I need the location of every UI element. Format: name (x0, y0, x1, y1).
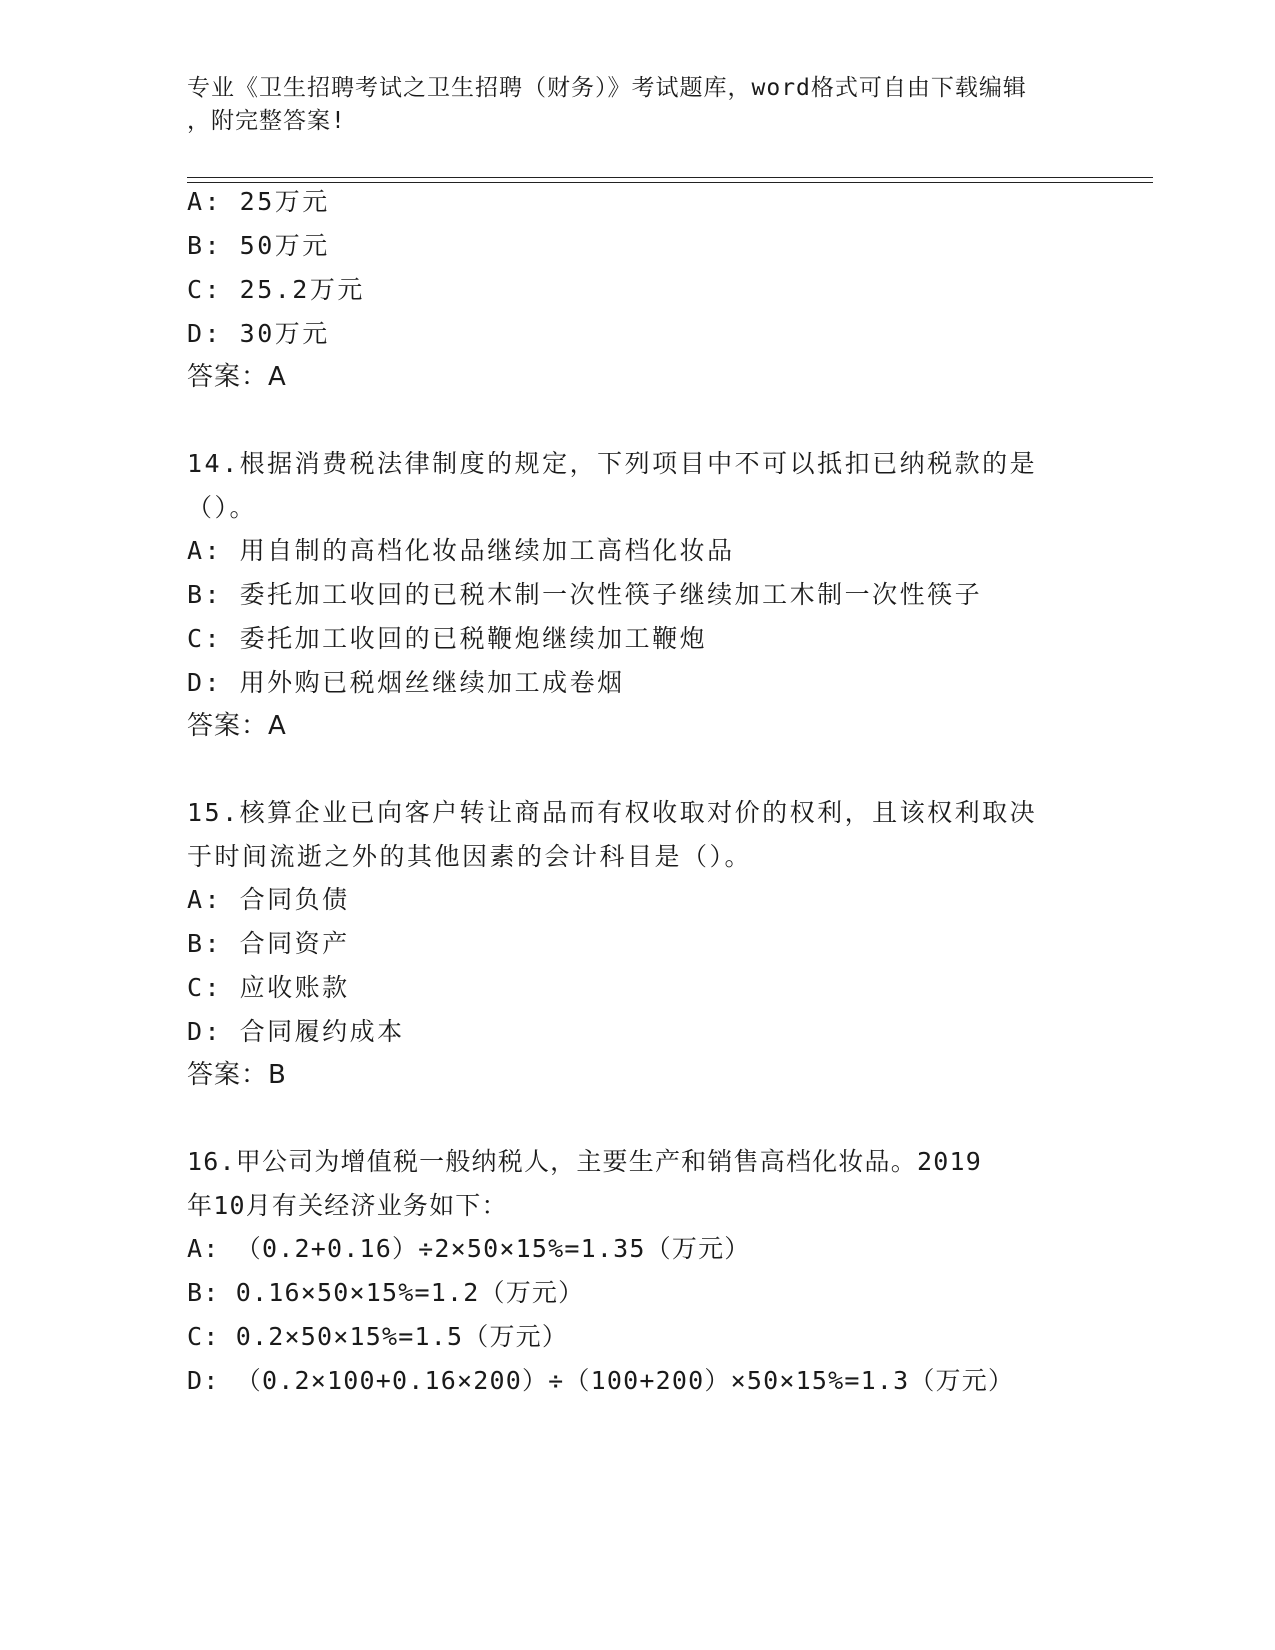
header-divider-bottom (187, 182, 1153, 183)
q14-option-d: D: 用外购已税烟丝继续加工成卷烟 (187, 668, 625, 697)
q16-option-a: A: （0.2+0.16）÷2×50×15%=1.35（万元） (187, 1234, 751, 1263)
q15-stem-line-2: 于时间流逝之外的其他因素的会计科目是（）。 (187, 842, 753, 871)
q14-stem-line-2: （）。 (187, 493, 258, 522)
q16-stem-line-1: 16.甲公司为增值税一般纳税人，主要生产和销售高档化妆品。2019 (187, 1147, 982, 1176)
q16-option-b: B: 0.16×50×15%=1.2（万元） (187, 1278, 585, 1307)
q14-option-b: B: 委托加工收回的已税木制一次性筷子继续加工木制一次性筷子 (187, 580, 983, 609)
q14-stem-line-1: 14.根据消费税法律制度的规定，下列项目中不可以抵扣已纳税款的是 (187, 449, 1038, 478)
document-header (187, 72, 1067, 138)
q13-option-a: A: 25万元 (187, 187, 330, 216)
q13-option-c: C: 25.2万元 (187, 275, 365, 304)
header-line-1: 专业《卫生招聘考试之卫生招聘（财务）》考试题库，word格式可自由下载编辑 (187, 75, 1027, 101)
header-divider-top (187, 177, 1153, 178)
q15-option-c: C: 应收账款 (187, 973, 350, 1002)
q14-answer: 答案：A (187, 711, 287, 741)
q15-stem-line-1: 15.核算企业已向客户转让商品而有权收取对价的权利，且该权利取决 (187, 798, 1038, 827)
q15-option-d: D: 合同履约成本 (187, 1017, 405, 1046)
q13-answer: 答案：A (187, 362, 287, 392)
q15-option-a: A: 合同负债 (187, 885, 350, 914)
q15-answer: 答案：B (187, 1060, 287, 1090)
header-line-2: ，附完整答案! (187, 108, 346, 134)
q13-option-b: B: 50万元 (187, 231, 330, 260)
q14-option-c: C: 委托加工收回的已税鞭炮继续加工鞭炮 (187, 624, 708, 653)
q13-option-d: D: 30万元 (187, 319, 330, 348)
q16-option-d: D: （0.2×100+0.16×200）÷（100+200）×50×15%=1.3（万元） (187, 1366, 1015, 1395)
q15-option-b: B: 合同资产 (187, 929, 350, 958)
q14-option-a: A: 用自制的高档化妆品继续加工高档化妆品 (187, 536, 735, 565)
q16-stem-line-2: 年10月有关经济业务如下： (187, 1191, 508, 1220)
q16-option-c: C: 0.2×50×15%=1.5（万元） (187, 1322, 569, 1351)
